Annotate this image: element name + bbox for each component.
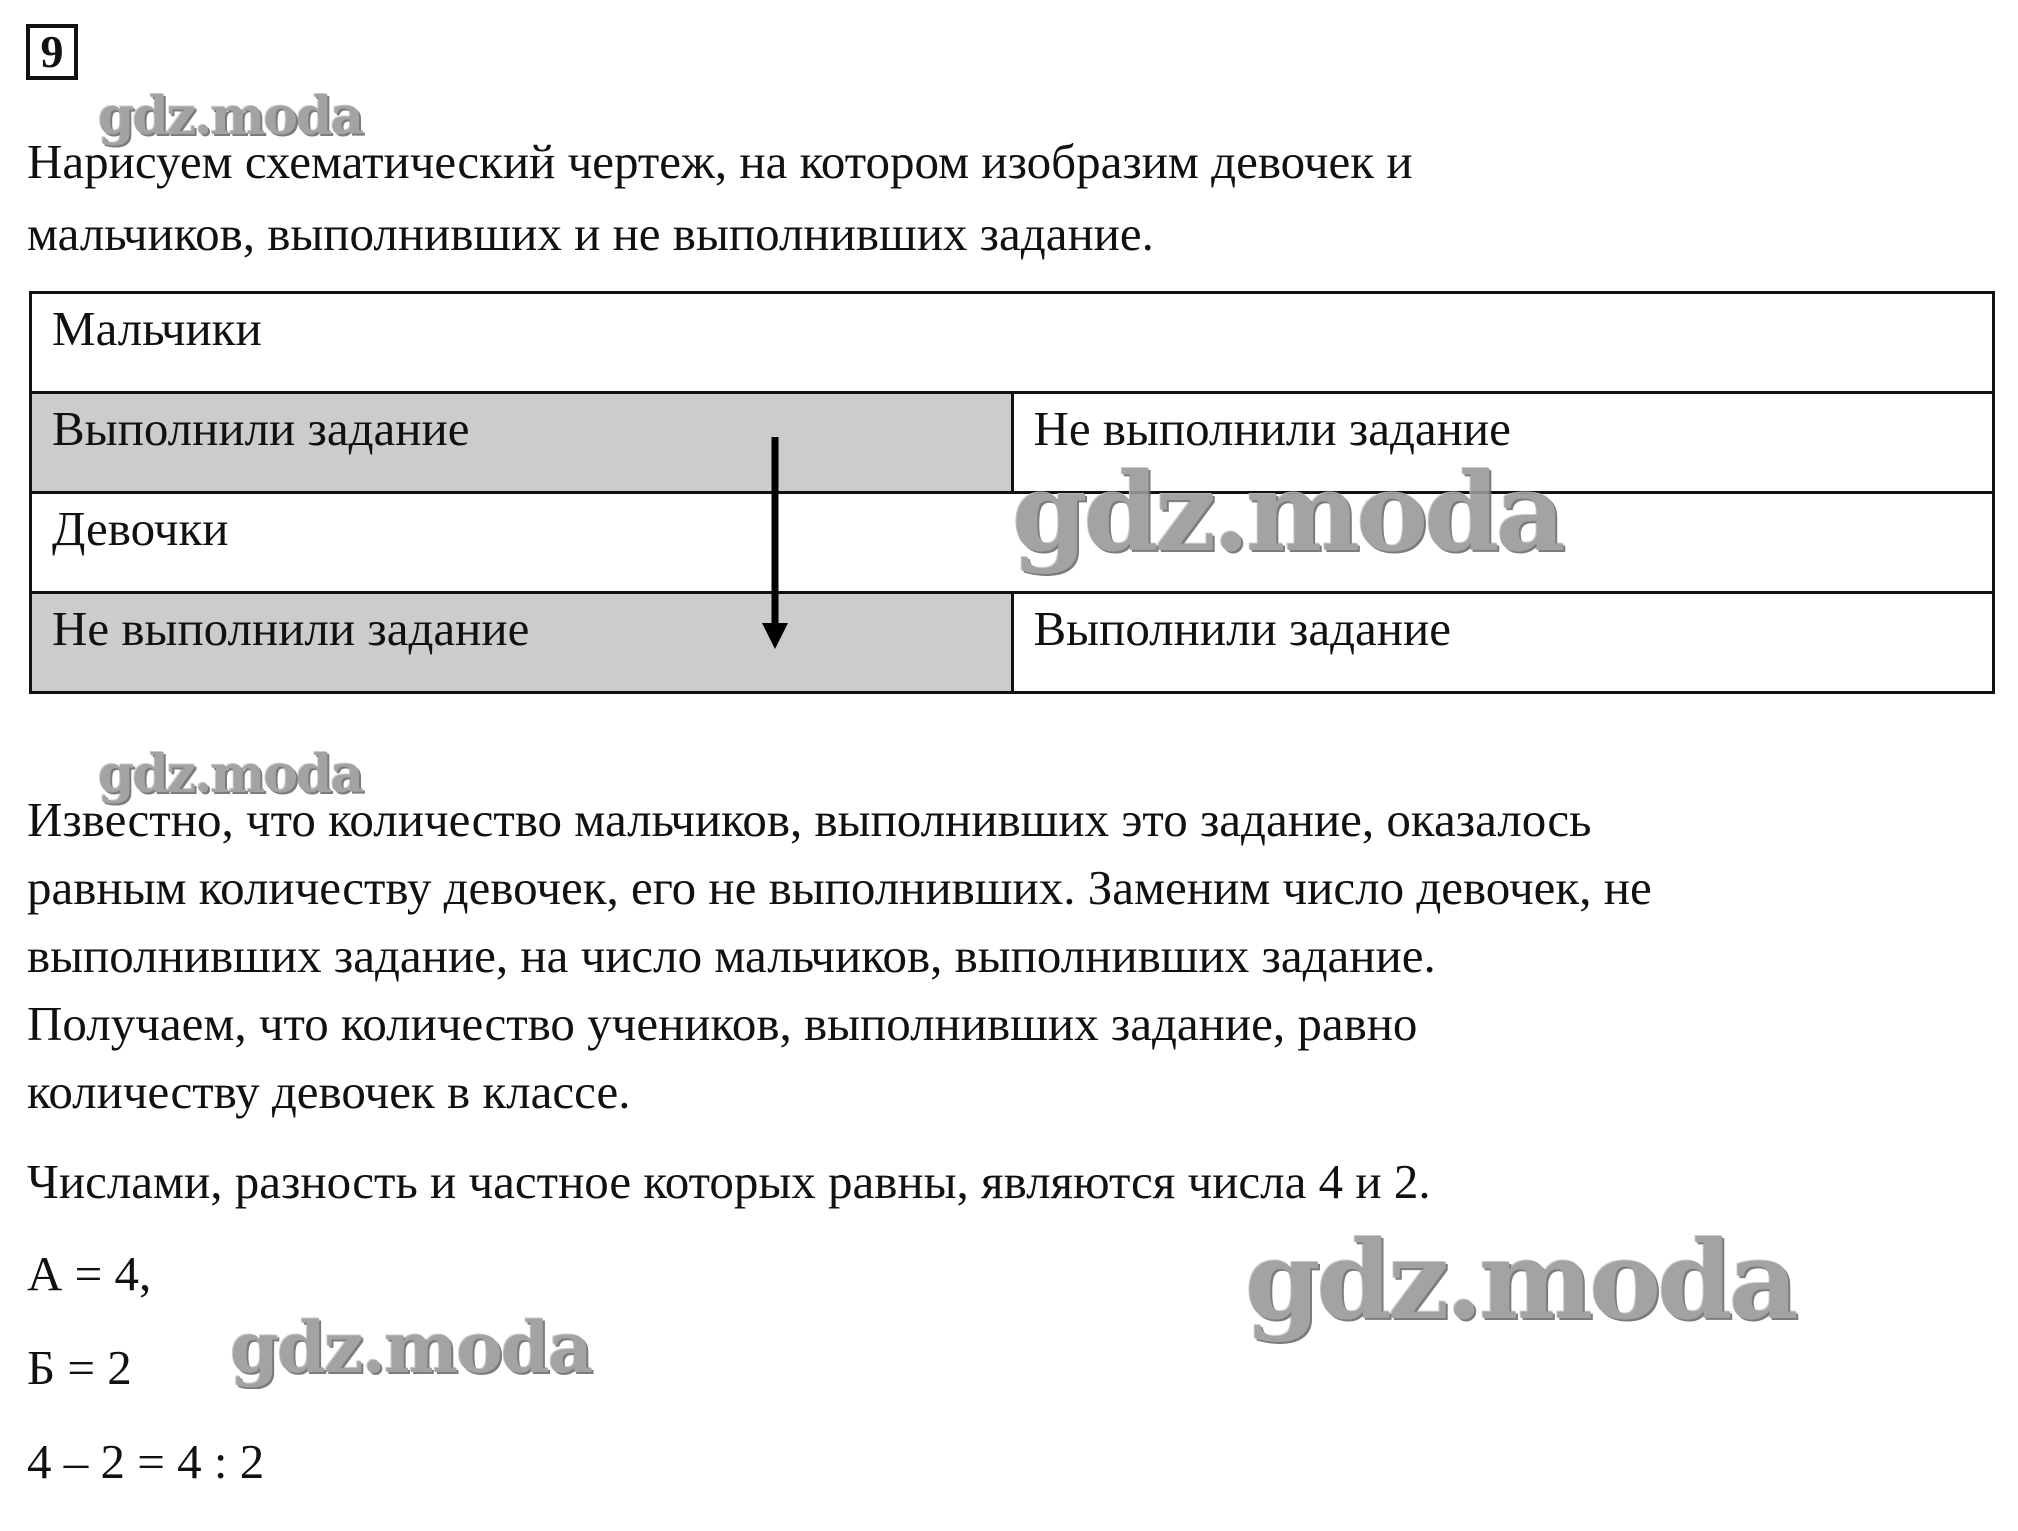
explanation-line-4: Получаем, что количество учеников, выполнивших задание, равно bbox=[27, 996, 1418, 1051]
answer-b: Б = 2 bbox=[27, 1340, 132, 1395]
answer-a: А = 4, bbox=[27, 1246, 152, 1301]
scheme-row-girls-status bbox=[31, 593, 1994, 693]
explanation-line-3: выполнивших задание, на число мальчиков, выполнивших задание. bbox=[27, 928, 1436, 983]
task-number: 9 bbox=[40, 26, 64, 77]
boys-not-done-cell: Не выполнили задание bbox=[1012, 393, 1994, 493]
intro-line-2: мальчиков, выполнивших и не выполнивших задание. bbox=[27, 206, 1154, 261]
explanation-line-5: количеству девочек в классе. bbox=[27, 1064, 631, 1119]
numbers-line: Числами, разность и частное которых равны, являются числа 4 и 2. bbox=[27, 1154, 1431, 1209]
girls-not-done-cell: Не выполнили задание bbox=[31, 593, 1013, 693]
watermark: gdz.moda bbox=[230, 1306, 592, 1389]
boys-done-cell: Выполнили задание bbox=[31, 393, 1013, 493]
watermark: gdz.moda bbox=[98, 744, 363, 805]
watermark: gdz.moda bbox=[1245, 1218, 1795, 1344]
girls-label-cell: Девочки bbox=[31, 493, 1994, 593]
explanation-line-1: Известно, что количество мальчиков, выполнивших это задание, оказалось bbox=[27, 792, 1592, 847]
scheme-row-boys bbox=[31, 293, 1994, 393]
girls-done-cell: Выполнили задание bbox=[1012, 593, 1994, 693]
task-number-box bbox=[26, 24, 78, 80]
watermark: gdz.moda bbox=[98, 86, 363, 147]
explanation-line-2: равным количеству девочек, его не выполнивших. Заменим число девочек, не bbox=[27, 860, 1652, 915]
boys-label-cell: Мальчики bbox=[31, 293, 1994, 393]
intro-line-1: Нарисуем схематический чертеж, на котором изобразим девочек и bbox=[27, 134, 1413, 189]
check-equation: 4 – 2 = 4 : 2 bbox=[27, 1434, 265, 1489]
watermark: gdz.moda bbox=[1012, 450, 1562, 576]
replacement-arrow-icon bbox=[760, 435, 790, 655]
